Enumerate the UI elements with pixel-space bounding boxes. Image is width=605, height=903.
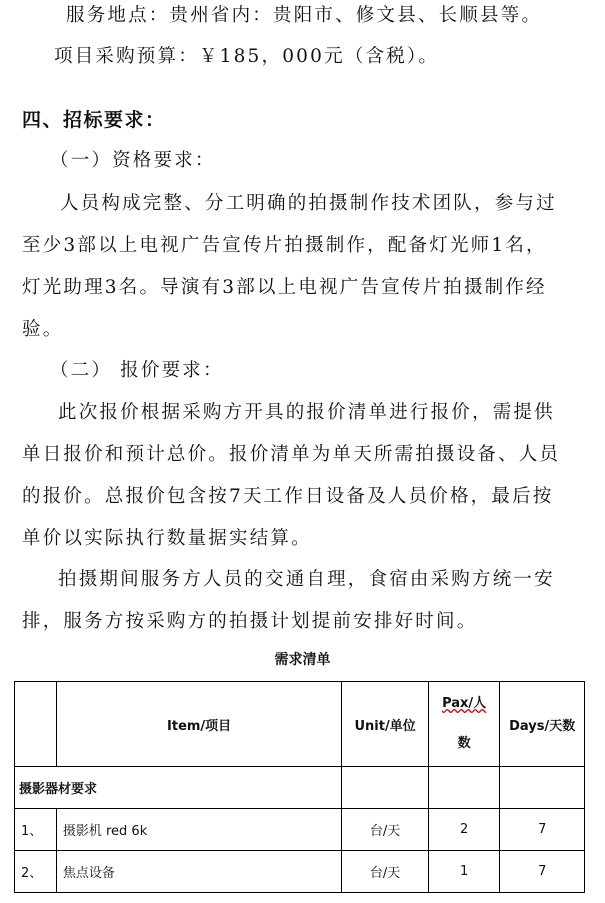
requirements-table: [14, 681, 585, 893]
category-empty-pax: [428, 767, 500, 809]
category-label: 摄影器材要求: [15, 767, 342, 809]
category-empty-unit: [342, 767, 428, 809]
header-pax: [428, 682, 500, 767]
row-pax: 2: [428, 809, 500, 851]
qualification-title: （一）资格要求：: [50, 150, 216, 171]
row-item: 焦点设备: [56, 851, 341, 893]
quote-para2-line-2: 排，服务方按采购方的拍摄计划提前安排好时间。: [22, 611, 478, 632]
table-row: [15, 851, 585, 893]
section-4-heading: 四、招标要求：: [22, 109, 166, 131]
row-days: 7: [500, 809, 585, 851]
row-pax: 1: [428, 851, 500, 893]
quote-para2-line-1: 拍摄期间服务方人员的交通自理，食宿由采购方统一安: [58, 569, 555, 590]
row-unit: 台/天: [342, 851, 428, 893]
table-header-row: [15, 682, 585, 767]
quote-title: （二） 报价要求：: [50, 360, 224, 381]
header-pax-bottom: 数: [457, 736, 471, 751]
service-location-line: 服务地点：贵州省内：贵阳市、修文县、长顺县等。: [66, 5, 543, 26]
qualification-line-2: 至少3部以上电视广告宣传片拍摄制作，配备灯光师1名，: [22, 235, 547, 256]
row-days: 7: [500, 851, 585, 893]
budget-line: 项目采购预算：￥185，000元（含税）。: [54, 46, 440, 67]
row-index: 2、: [15, 851, 57, 893]
table-title: 需求清单: [274, 652, 331, 668]
category-row: [15, 767, 585, 809]
header-pax-top: Pax/人: [442, 696, 487, 711]
quote-para1-line-2: 单日报价和预计总价。报价清单为单天所需拍摄设备、人员: [22, 444, 561, 465]
row-unit: 台/天: [342, 809, 428, 851]
qualification-line-4: 验。: [22, 319, 64, 340]
row-index: 1、: [15, 809, 57, 851]
row-item: 摄影机 red 6k: [56, 809, 341, 851]
quote-para1-line-4: 单价以实际执行数量据实结算。: [22, 528, 312, 549]
header-index-cell: [15, 682, 57, 767]
category-empty-days: [500, 767, 585, 809]
qualification-line-1: 人员构成完整、分工明确的拍摄制作技术团队，参与过: [60, 193, 557, 214]
header-unit: Unit/单位: [342, 682, 428, 767]
table-row: [15, 809, 585, 851]
header-item: Item/项目: [56, 682, 341, 767]
quote-para1-line-3: 的报价。总报价包含按7天工作日设备及人员价格，最后按: [22, 486, 554, 507]
header-days: Days/天数: [500, 682, 585, 767]
quote-para1-line-1: 此次报价根据采购方开具的报价清单进行报价，需提供: [58, 402, 555, 423]
qualification-line-3: 灯光助理3名。导演有3部以上电视广告宣传片拍摄制作经: [22, 277, 547, 298]
